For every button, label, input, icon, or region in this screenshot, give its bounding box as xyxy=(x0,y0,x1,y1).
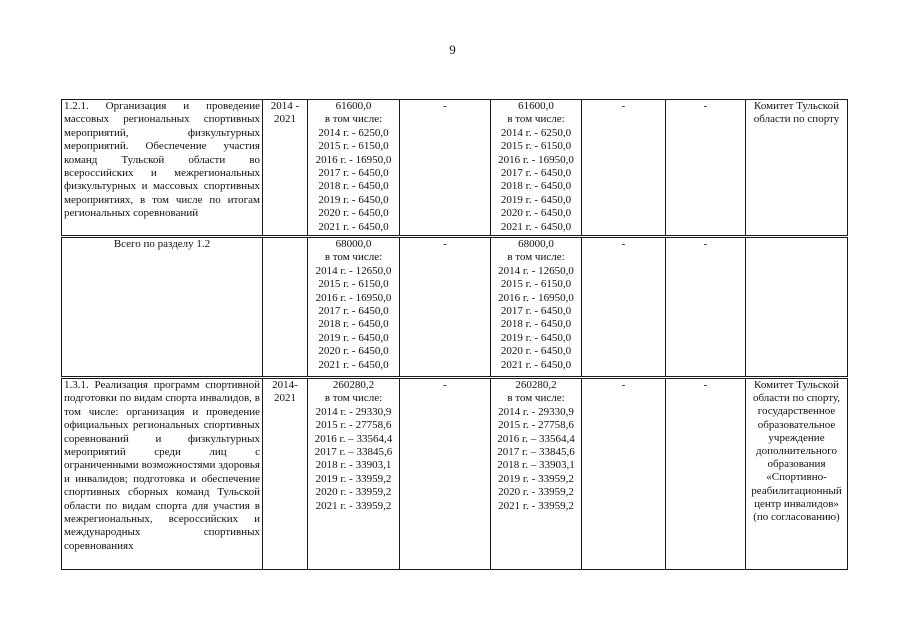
table-row xyxy=(62,378,848,570)
table-row xyxy=(62,100,848,237)
extra-budget: - xyxy=(666,378,746,570)
total-amount: 61600,0 в том числе: 2014 г. - 6250,0 2015 г. - 6150,0 2016 г. - 16950,0 2017 г. - 6450,0 2018 г. - 6450,0 2019 г. - 6450,0 2020 г. - 6450,0 2021 г. - 6450,0 xyxy=(308,100,400,237)
regional-budget: 61600,0 в том числе: 2014 г. - 6250,0 2015 г. - 6150,0 2016 г. - 16950,0 2017 г. - 6450,0 2018 г. - 6450,0 2019 г. - 6450,0 2020 г. - 6450,0 2021 г. - 6450,0 xyxy=(491,100,582,237)
total-amount: 260280,2 в том числе: 2014 г. - 29330,9 2015 г. - 27758,6 2016 г. – 33564,4 2017 г. – 33845,6 2018 г. - 33903,1 2019 г. - 33959,2 2020 г. - 33959,2 2021 г. - 33959,2 xyxy=(308,378,400,570)
page-number: 9 xyxy=(449,42,456,57)
federal-budget: - xyxy=(400,237,491,378)
extra-budget: - xyxy=(666,100,746,237)
municipal-budget: - xyxy=(582,100,666,237)
regional-budget: 260280,2 в том числе: 2014 г. - 29330,9 2015 г. - 27758,6 2016 г. – 33564,4 2017 г. – 33845,6 2018 г. – 33903,1 2019 г. - 33959,2 2020 г. - 33959,2 2021 г. - 33959,2 xyxy=(491,378,582,570)
activity-name: 1.3.1. Реализация программ спортивной подготовки по видам спорта инвалидов, в том числе: организация и проведение официальных региональных спортивных соревнований и физкультурных мероприятий среди лиц с ограниченными возможностями здоровья и инвалидов; подготовка и обеспечение спортивных сборных команд Тульской области по видам спорта для участия в межрегиональных, всероссийских и международных спортивных соревнованиях xyxy=(62,378,263,570)
total-amount: 68000,0 в том числе: 2014 г. - 12650,0 2015 г. - 6150,0 2016 г. - 16950,0 2017 г. - 6450,0 2018 г. - 6450,0 2019 г. - 6450,0 2020 г. - 6450,0 2021 г. - 6450,0 xyxy=(308,237,400,378)
section-total-label: Всего по разделу 1.2 xyxy=(62,237,263,378)
activity-name: 1.2.1. Организация и проведение массовых региональных спортивных мероприятий, физкультурных мероприятий. Обеспечение участия команд Тульской области во всероссийских и межрегиональных физкультурных и массовых спортивных мероприятиях, в том числе по итогам региональных соревнований xyxy=(62,100,263,237)
regional-budget: 68000,0 в том числе: 2014 г. - 12650,0 2015 г. - 6150,0 2016 г. - 16950,0 2017 г. - 6450,0 2018 г. - 6450,0 2019 г. - 6450,0 2020 г. - 6450,0 2021 г. - 6450,0 xyxy=(491,237,582,378)
budget-table xyxy=(61,99,848,570)
table-row xyxy=(62,237,848,378)
executor xyxy=(746,237,848,378)
federal-budget: - xyxy=(400,378,491,570)
executor: Комитет Тульской области по спорту xyxy=(746,100,848,237)
executor: Комитет Тульской области по спорту, государственное образовательное учреждение дополнительного образования «Спортивно-реабилитационный центр инвалидов» (по согласованию) xyxy=(746,378,848,570)
federal-budget: - xyxy=(400,100,491,237)
period: 2014 - 2021 xyxy=(263,100,308,237)
extra-budget: - xyxy=(666,237,746,378)
municipal-budget: - xyxy=(582,237,666,378)
period xyxy=(263,237,308,378)
period: 2014- 2021 xyxy=(263,378,308,570)
municipal-budget: - xyxy=(582,378,666,570)
